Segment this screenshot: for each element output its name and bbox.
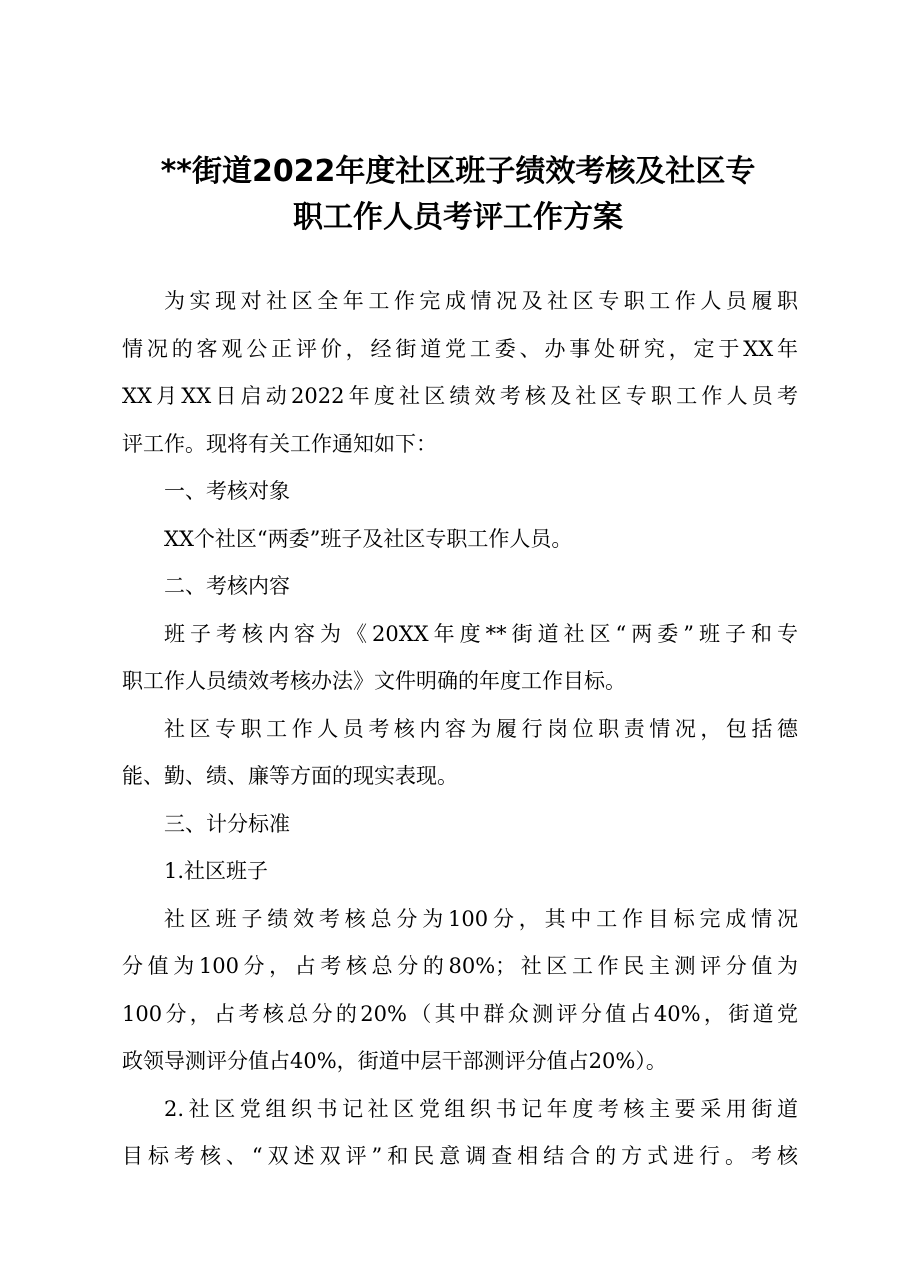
- paragraph-line: 目标考核、“双述双评”和民意调查相结合的方式进行。考核: [122, 1144, 798, 1168]
- paragraph-line: 班子考核内容为《20XX年度**街道社区“两委”班子和专: [164, 621, 798, 646]
- document-title-line-2: 职工作人员考评工作方案: [293, 200, 623, 235]
- paragraph-line: 社区班子绩效考核总分为100分，其中工作目标完成情况: [164, 906, 798, 931]
- paragraph-line: 为实现对社区全年工作完成情况及社区专职工作人员履职: [164, 289, 798, 313]
- subsection-heading: 1.社区班子: [164, 859, 269, 883]
- paragraph-line: 分值为100分，占考核总分的80%；社区工作民主测评分值为: [122, 954, 798, 978]
- paragraph-line: XX个社区“两委”班子及社区专职工作人员。: [164, 526, 573, 551]
- section-heading: 二、考核内容: [164, 574, 290, 598]
- paragraph-line: XX月XX日启动2022年度社区绩效考核及社区专职工作人员考: [122, 384, 798, 408]
- paragraph-line: 职工作人员绩效考核办法》文件明确的年度工作目标。: [122, 669, 626, 693]
- section-heading: 一、考核对象: [164, 479, 290, 503]
- paragraph-line: 社区专职工作人员考核内容为履行岗位职责情况，包括德: [164, 716, 798, 741]
- paragraph-line: 100分，占考核总分的20%（其中群众测评分值占40%，街道党: [122, 1001, 798, 1026]
- paragraph-line: 政领导测评分值占40%，街道中层干部测评分值占20%）。: [122, 1049, 667, 1073]
- document-title-line-1: **街道2022年度社区班子绩效考核及社区专: [160, 154, 756, 189]
- paragraph-line: 评工作。现将有关工作通知如下：: [122, 431, 437, 456]
- document-body: [122, 278, 798, 1181]
- paragraph-line: 情况的客观公正评价，经街道党工委、办事处研究，定于XX年: [122, 336, 798, 361]
- paragraph-line: 2.社区党组织书记社区党组织书记年度考核主要采用街道: [164, 1096, 798, 1121]
- section-heading: 三、计分标准: [164, 811, 290, 836]
- paragraph-line: 能、勤、绩、廉等方面的现实表现。: [122, 764, 458, 788]
